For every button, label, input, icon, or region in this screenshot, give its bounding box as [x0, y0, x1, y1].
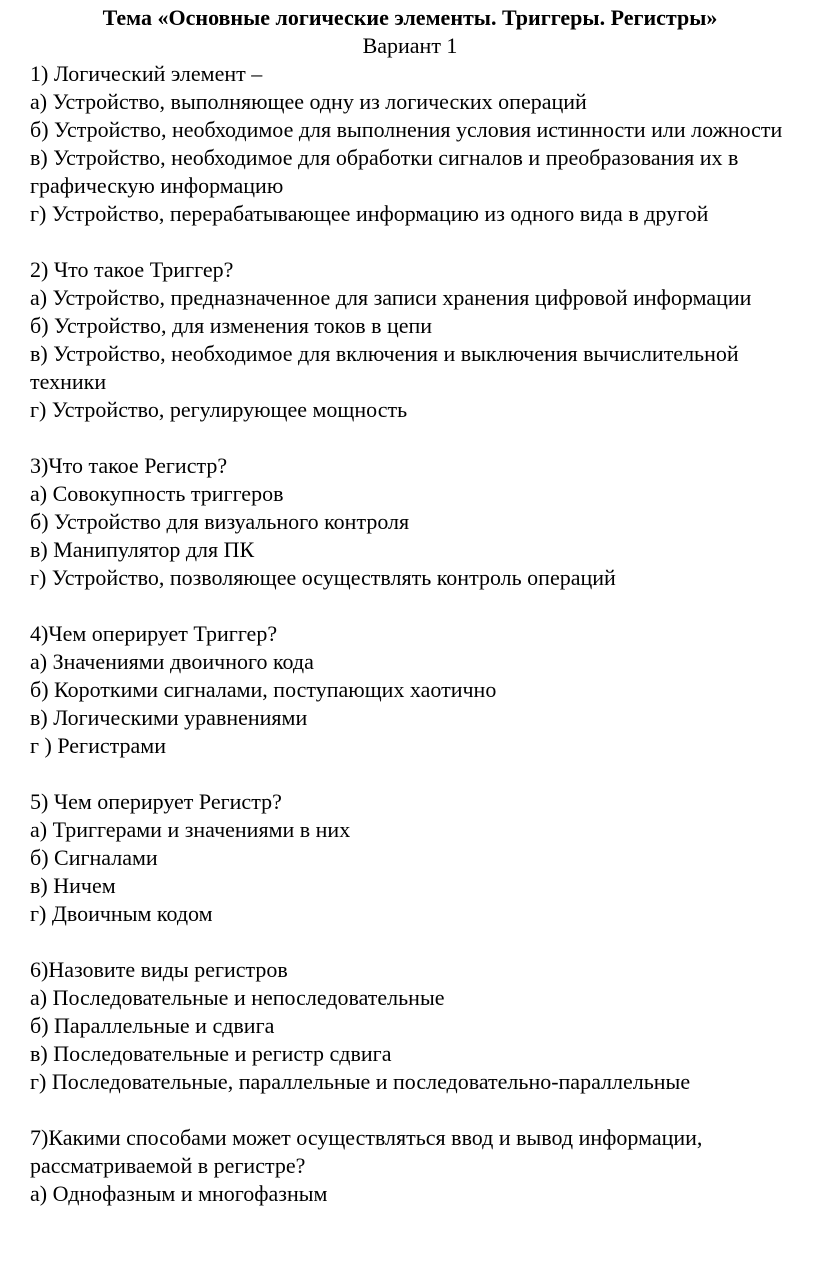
question-6: [30, 956, 802, 1096]
question-text: 6)Назовите виды регистров: [30, 957, 288, 982]
answer-option: б) Устройство, необходимое для выполнения условия истинности или ложности: [30, 117, 783, 142]
answer-option: г) Последовательные, параллельные и последовательно-параллельные: [30, 1069, 691, 1094]
question-text: 5) Чем оперирует Регистр?: [30, 789, 282, 814]
answer-option: г ) Регистрами: [30, 733, 166, 758]
answer-option: в) Логическими уравнениями: [30, 705, 308, 730]
answer-option: г) Устройство, регулирующее мощность: [30, 397, 408, 422]
answer-option: а) Последовательные и непоследовательные: [30, 985, 445, 1010]
answer-option: г) Устройство, перерабатывающее информацию из одного вида в другой: [30, 201, 709, 226]
answer-option: в) Последовательные и регистр сдвига: [30, 1041, 392, 1066]
question-3: [30, 452, 802, 592]
question-5: [30, 788, 802, 928]
answer-option: а) Однофазным и многофазным: [30, 1181, 328, 1206]
answer-option: б) Параллельные и сдвига: [30, 1013, 275, 1038]
answer-option: а) Устройство, предназначенное для записи хранения цифровой информации: [30, 285, 752, 310]
question-text: 3)Что такое Регистр?: [30, 453, 228, 478]
answer-option: г) Устройство, позволяющее осуществлять контроль операций: [30, 565, 616, 590]
answer-option: а) Значениями двоичного кода: [30, 649, 314, 674]
question-1: [30, 60, 802, 228]
question-text: 1) Логический элемент –: [30, 61, 263, 86]
question-7: [30, 1124, 802, 1208]
answer-option: а) Триггерами и значениями в них: [30, 817, 351, 842]
document-title: Тема «Основные логические элементы. Триггеры. Регистры»: [102, 5, 718, 30]
answer-option: в) Устройство, необходимое для обработки сигналов и преобразования их в графическую информацию: [30, 145, 739, 198]
answer-option: б) Короткими сигналами, поступающих хаотично: [30, 677, 497, 702]
answer-option: б) Сигналами: [30, 845, 158, 870]
answer-option: б) Устройство, для изменения токов в цепи: [30, 313, 433, 338]
question-2: [30, 256, 802, 424]
answer-option: г) Двоичным кодом: [30, 901, 213, 926]
question-text: 4)Чем оперирует Триггер?: [30, 621, 278, 646]
answer-option: в) Манипулятор для ПК: [30, 537, 255, 562]
answer-option: а) Устройство, выполняющее одну из логических операций: [30, 89, 587, 114]
answer-option: а) Совокупность триггеров: [30, 481, 284, 506]
question-text: 2) Что такое Триггер?: [30, 257, 234, 282]
question-text: 7)Какими способами может осуществляться ввод и вывод информации, рассматриваемой в регистре?: [30, 1125, 703, 1178]
answer-option: б) Устройство для визуального контроля: [30, 509, 410, 534]
variant-label: Вариант 1: [362, 33, 458, 58]
question-4: [30, 620, 802, 760]
answer-option: в) Устройство, необходимое для включения и выключения вычислительной техники: [30, 341, 739, 394]
answer-option: в) Ничем: [30, 873, 116, 898]
